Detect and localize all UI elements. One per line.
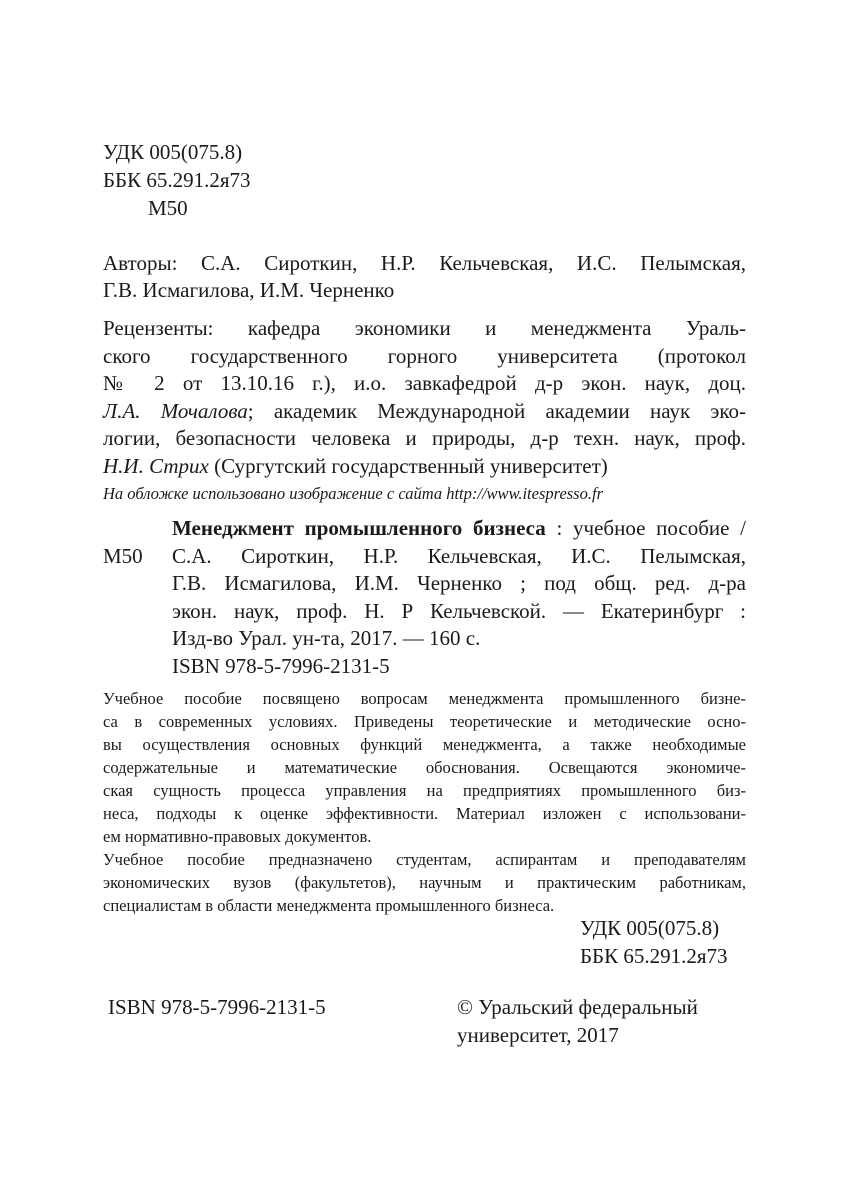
author-mark: М50 xyxy=(148,196,188,220)
reviewer-name-mochalova: Л.А. Мочалова xyxy=(103,399,248,423)
annotation-line: неса, подходы к оценке эффективности. Материал изложен с использовани- xyxy=(103,804,746,823)
annotation-line: содержательные и математические обоснования. Освещаются экономиче- xyxy=(103,758,746,777)
bib-line-2: С.А. Сироткин, Н.Р. Кельчевская, И.С. Пелымская, xyxy=(172,544,746,568)
copyright-line-2: университет, 2017 xyxy=(457,1023,619,1047)
copyright-line-1: © Уральский федеральный xyxy=(457,995,698,1019)
bib-line-5: Изд-во Урал. ун-та, 2017. — 160 с. xyxy=(172,626,481,650)
bib-author-mark: М50 xyxy=(103,544,143,568)
bbk-code: ББК 65.291.2я73 xyxy=(103,168,251,192)
udk-code: УДК 005(075.8) xyxy=(103,140,243,164)
reviewers-line-2: ского государственного горного университета (протокол xyxy=(103,344,746,368)
bib-line-4: экон. наук, проф. Н. Р Кельчевской. — Екатеринбург : xyxy=(172,599,746,623)
bib-line-3: Г.В. Исмагилова, И.М. Черненко ; под общ. ред. д-ра xyxy=(172,571,746,595)
authors-line-1: Авторы: С.А. Сироткин, Н.Р. Кельчевская, И.С. Пелымская, xyxy=(103,251,746,275)
reviewers-line-6: Н.И. Стрих (Сургутский государственный университет) xyxy=(103,454,608,478)
cover-image-note: На обложке использовано изображение с сайта http://www.itespresso.fr xyxy=(103,484,603,503)
footer-udk-code: УДК 005(075.8) xyxy=(580,916,720,940)
footer-bbk-code: ББК 65.291.2я73 xyxy=(580,944,728,968)
reviewer-name-strikh: Н.И. Стрих xyxy=(103,454,209,478)
footer-isbn: ISBN 978-5-7996-2131-5 xyxy=(108,995,326,1019)
annotation-line: экономических вузов (факультетов), научным и практическим работникам, xyxy=(103,873,746,892)
annotation-line: Учебное пособие посвящено вопросам менеджмента промышленного бизне- xyxy=(103,689,746,708)
annotation-line: вы осуществления основных функций менеджмента, а также необходимые xyxy=(103,735,746,754)
reviewers-line-4: Л.А. Мочалова; академик Международной академии наук эко- xyxy=(103,399,746,423)
reviewers-line-3: № 2 от 13.10.16 г.), и.о. завкафедрой д-р экон. наук, доц. xyxy=(103,371,746,395)
reviewers-line-1: Рецензенты: кафедра экономики и менеджмента Ураль- xyxy=(103,316,746,340)
annotation-line: специалистам в области менеджмента промышленного бизнеса. xyxy=(103,896,555,915)
annotation-line: Учебное пособие предназначено студентам, аспирантам и преподавателям xyxy=(103,850,746,869)
bib-line-1: Менеджмент промышленного бизнеса : учебное пособие / xyxy=(172,516,746,540)
reviewers-line-5: логии, безопасности человека и природы, д-р техн. наук, проф. xyxy=(103,426,746,450)
book-title: Менеджмент промышленного бизнеса xyxy=(172,516,546,540)
annotation-line: са в современных условиях. Приведены теоретические и методические осно- xyxy=(103,712,746,731)
annotation-line: ем нормативно-правовых документов. xyxy=(103,827,372,846)
bib-isbn: ISBN 978-5-7996-2131-5 xyxy=(172,654,390,678)
annotation-line: ская сущность процесса управления на предприятиях промышленного биз- xyxy=(103,781,746,800)
authors-line-2: Г.В. Исмагилова, И.М. Черненко xyxy=(103,278,395,302)
